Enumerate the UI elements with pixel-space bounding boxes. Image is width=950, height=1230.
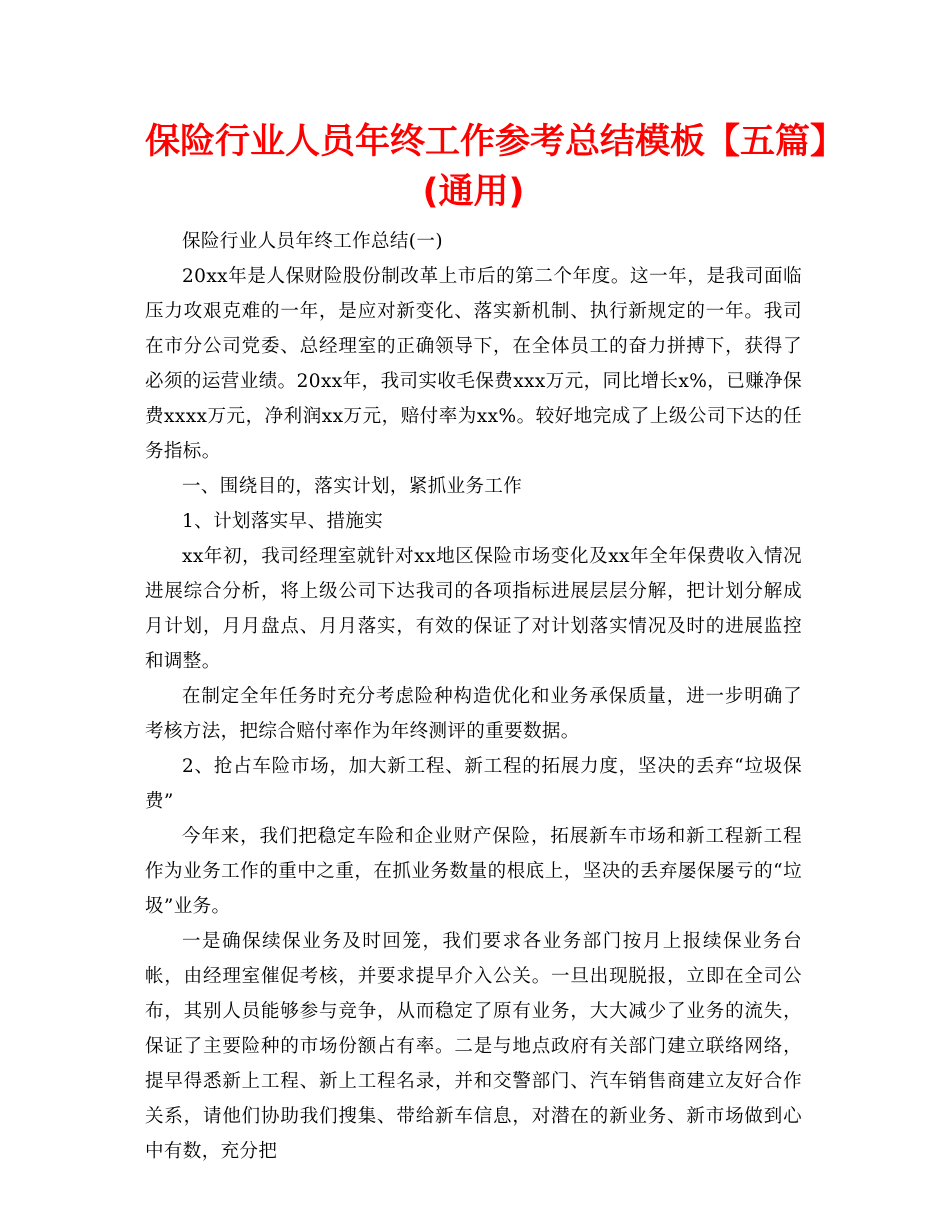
paragraph: 今年来，我们把稳定车险和企业财产保险，拓展新车市场和新工程新工程作为业务工作的重中之重，在抓业务数量的根底上，坚决的丢弃屡保屡亏的“垃圾”业务。 — [145, 826, 802, 917]
subsection-heading: 一、围绕目的，落实计划，紧抓业务工作 — [182, 476, 523, 497]
paragraph: xx年初，我司经理室就针对xx地区保险市场变化及xx年全年保费收入情况进展综合分析，将上级公司下达我司的各项指标进展层层分解，把计划分解成月计划，月月盘点、月月落实，有效的保证了对计划落实情况及时的进展监控和调整。 — [145, 546, 802, 672]
paragraph: 20xx年是人保财险股份制改革上市后的第二个年度。这一年，是我司面临压力攻艰克难的一年，是应对新变化、落实新机制、执行新规定的一年。我司在市分公司党委、总经理室的正确领导下，在全体员工的奋力拼搏下，获得了必须的运营业绩。20xx年，我司实收毛保费xxx万元，同比增长x%，已赚净保费xxxx万元，净利润xx万元，赔付率为xx%。较好地完成了上级公司下达的任务指标。 — [145, 266, 802, 462]
document-title — [145, 118, 846, 216]
document-body — [145, 224, 802, 1169]
section-heading: 保险行业人员年终工作总结(一) — [182, 231, 443, 252]
title-line-1: 保险行业人员年终工作参考总结模板【五篇】 — [145, 122, 846, 162]
item-heading: 2、抢占车险市场，加大新工程、新工程的拓展力度，坚决的丢弃“垃圾保费” — [145, 756, 802, 812]
title-line-2: (通用) — [422, 172, 525, 212]
paragraph: 在制定全年任务时充分考虑险种构造优化和业务承保质量，进一步明确了考核方法，把综合赔付率作为年终测评的重要数据。 — [145, 686, 802, 742]
paragraph: 一是确保续保业务及时回笼，我们要求各业务部门按月上报续保业务台帐，由经理室催促考核，并要求提早介入公关。一旦出现脱报，立即在全司公布，其别人员能够参与竞争，从而稳定了原有业务，大大减少了业务的流失，保证了主要险种的市场份额占有率。二是与地点政府有关部门建立联络网络，提早得悉新上工程、新上工程名录，并和交警部门、汽车销售商建立友好合作关系，请他们协助我们搜集、带给新车信息，对潜在的新业务、新市场做到心中有数，充分把 — [145, 931, 802, 1162]
item-heading: 1、计划落实早、措施实 — [182, 511, 384, 532]
